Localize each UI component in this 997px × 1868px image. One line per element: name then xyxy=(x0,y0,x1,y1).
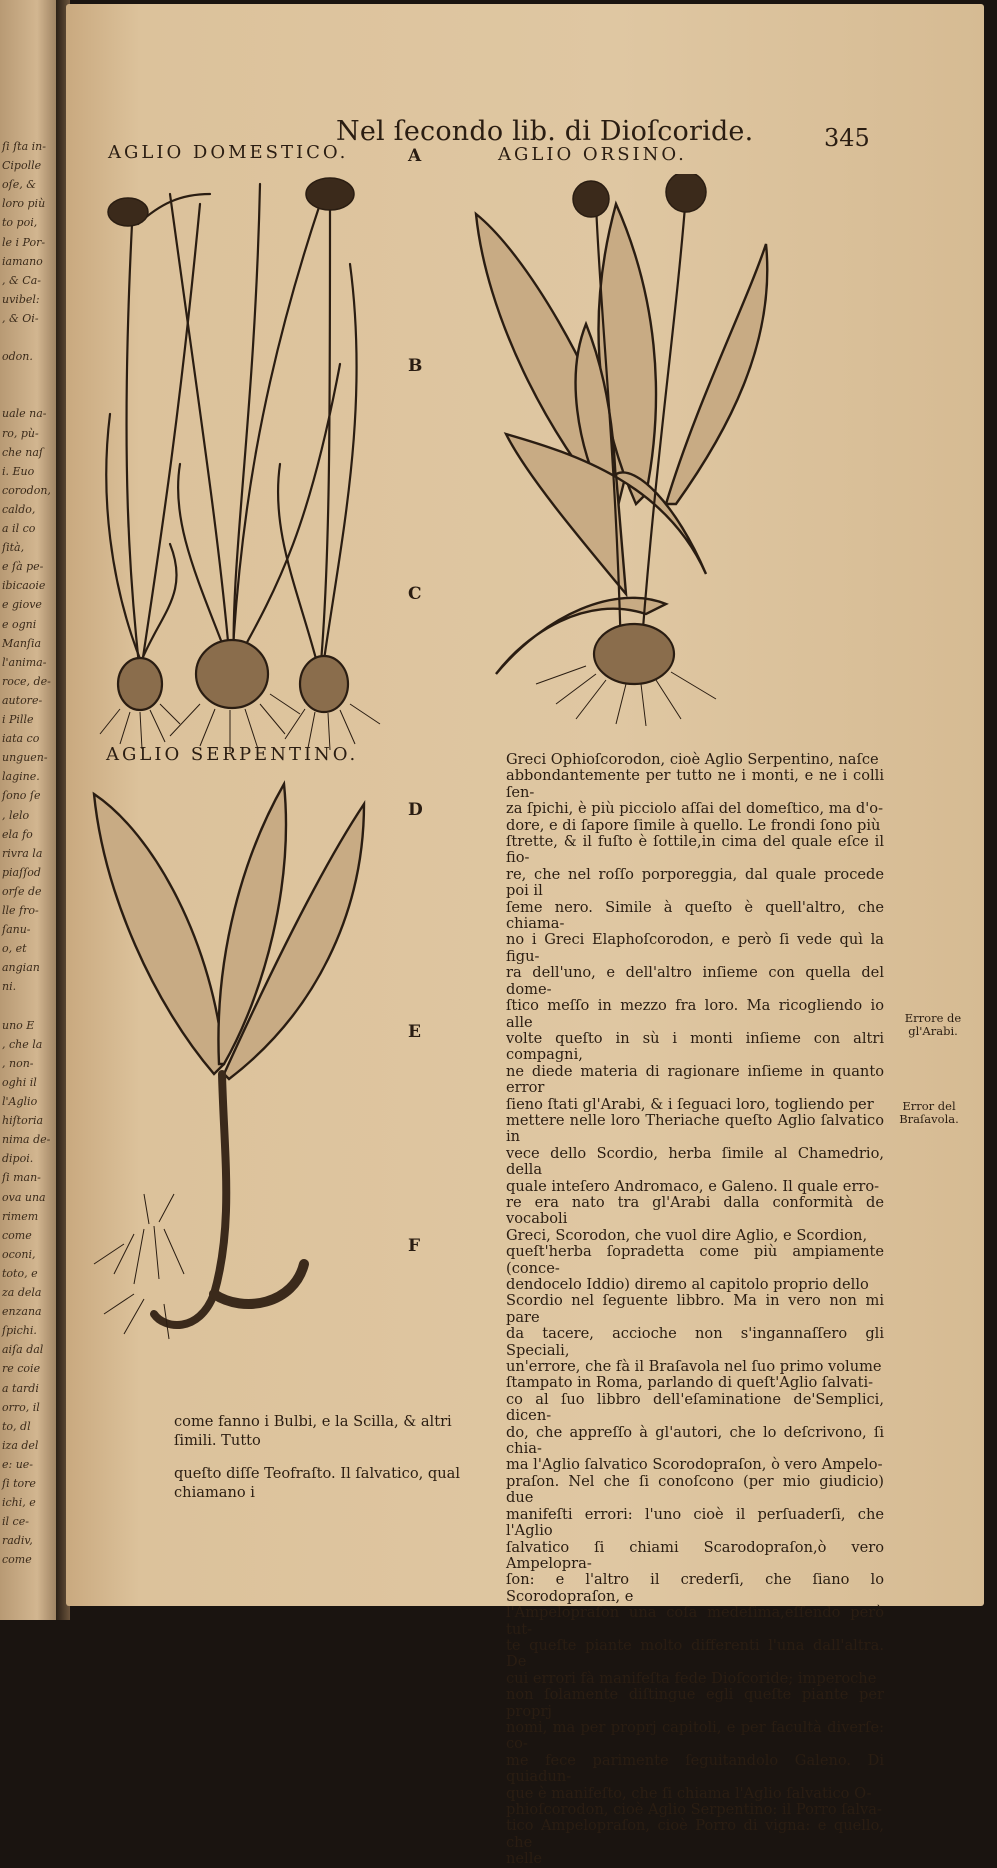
left-page-fragment: e ogni xyxy=(2,617,37,631)
left-page-fragment: enzana xyxy=(2,1305,42,1319)
left-page-fragment: , lelo xyxy=(2,808,30,822)
left-page-fragment: orro, il xyxy=(2,1400,40,1414)
left-page-fragment: e giove xyxy=(2,598,42,612)
orsino-base xyxy=(536,624,716,726)
left-page-fragment: , & Ca- xyxy=(2,273,41,287)
left-page-fragment: , che la xyxy=(2,1037,43,1051)
orsino-flower-umbels xyxy=(573,174,706,217)
domestico-flower-heads xyxy=(108,178,354,226)
left-page-fragment: oſe, & xyxy=(2,178,36,192)
body-line: ne diede materia di ragionare inſieme in quanto error xyxy=(506,1062,884,1097)
running-head: Nel ſecondo lib. di Dioſcoride. xyxy=(336,116,754,147)
left-page-fragment: oghi il xyxy=(2,1075,37,1089)
left-page-fragment: e: ue- xyxy=(2,1457,34,1471)
woodcut-aglio-serpentino xyxy=(74,774,404,1344)
domestico-stems xyxy=(106,184,356,674)
sidenote-errore-brasavola xyxy=(884,1100,974,1126)
left-page-fragment: e ſà pe- xyxy=(2,560,44,574)
left-page-fragment: iata co xyxy=(2,732,40,746)
body-line: abbondantemente per tutto ne i monti, e ne i colli ſen- xyxy=(506,767,884,801)
left-page-fragment: ichi, e xyxy=(2,1496,36,1510)
left-page-fragment: Cipolle xyxy=(2,159,42,173)
left-page-fragment: uale na- xyxy=(2,407,47,421)
sidenote-line: Braſavola. xyxy=(899,1112,959,1126)
caption-aglio-serpentino: AGLIO SERPENTINO. xyxy=(106,744,359,765)
body-line: ra dell'uno, e dell'altro inſieme con quella del dome- xyxy=(506,964,884,998)
body-line: da tacere, accioche non s'ingannaſſero gli Speciali, xyxy=(506,1325,884,1359)
bottom-line: queſto diſſe Teofraſto. Il ſalvatico, qual chiamano i xyxy=(174,1465,460,1502)
left-page-fragment: ſi man- xyxy=(2,1171,41,1185)
left-page-fragment: odon. xyxy=(2,350,33,364)
sidenote-errore-arabi xyxy=(888,1012,978,1038)
left-page-fragment: ſità, xyxy=(2,541,25,555)
left-page-fragment: loro più xyxy=(2,197,46,211)
bottom-text-column xyxy=(174,1397,494,1517)
left-page-fragment: il ce- xyxy=(2,1515,29,1529)
body-line: ſeme nero. Simile à queſto è quell'altro, che chiama- xyxy=(506,898,884,933)
serpentino-leaves xyxy=(94,784,364,1079)
marker-a: A xyxy=(408,146,422,166)
left-page-fragment: unguen- xyxy=(2,751,48,765)
serpentino-stem xyxy=(154,1074,304,1325)
left-page-fragment: ſanu- xyxy=(2,923,31,937)
body-line: quale inteſero Andromaco, e Galeno. Il quale erro- xyxy=(506,1177,880,1195)
book-page xyxy=(66,4,984,1868)
serpentino-roots xyxy=(94,1194,184,1339)
woodcut-aglio-orsino xyxy=(466,174,796,734)
left-page-fragment: ſi tore xyxy=(2,1477,36,1490)
body-line: ſtrette, & il fuſto è ſottile,in cima del quale eſce il fio- xyxy=(506,833,884,867)
caption-aglio-orsino: AGLIO ORSINO. xyxy=(498,144,687,165)
left-page-fragment: Manſia xyxy=(2,636,42,650)
left-page-fragment: orſe de xyxy=(2,884,42,898)
left-page-fragment: roce, de- xyxy=(2,674,51,688)
left-page-fragment: ni. xyxy=(2,980,17,994)
left-page-fragment: autore- xyxy=(2,693,43,707)
left-page-fragment: angian xyxy=(2,961,40,975)
body-line: Greci, Scorodon, che vuol dire Aglio, e Scordion, xyxy=(506,1226,868,1244)
body-line: non ſolamente diſtingue egli queſte piante per proprj xyxy=(506,1686,884,1720)
left-page-fragment: re coie xyxy=(2,1362,41,1376)
body-line: Scordio nel ſeguente libbro. Ma in vero non mi pare xyxy=(506,1292,884,1326)
left-page-fragment: uvibel: xyxy=(2,292,40,306)
left-page-fragment: l'anima- xyxy=(2,655,47,669)
body-line: dendocelo Iddio) diremo al capitolo proprio dello xyxy=(506,1276,869,1293)
body-line: za ſpichi, è più picciolo aſſai del domeſtico, ma d'o- xyxy=(506,800,884,818)
left-page-fragment: , non- xyxy=(2,1056,34,1070)
body-line: mettere nelle loro Theriache queſto Aglio ſalvatico in xyxy=(506,1111,884,1146)
orsino-leaves xyxy=(476,204,767,674)
left-page-fragment: ela fo xyxy=(2,827,33,841)
body-line: ſtico meſſo in mezzo fra loro. Ma ricogliendo io alle xyxy=(506,997,884,1031)
sidenote-line: gl'Arabi. xyxy=(908,1024,958,1038)
left-page-fragment: o, et xyxy=(2,942,27,956)
left-page-fragment: aiſa dal xyxy=(2,1343,44,1357)
body-line: vece dello Scordio, herba ſimile al Chamedrio, della xyxy=(506,1144,884,1179)
left-page-fragment: caldo, xyxy=(2,502,36,516)
left-page-fragment: toto, e xyxy=(2,1266,38,1280)
left-page-fragment: za dela xyxy=(2,1286,42,1299)
body-line: l'Ampelopraſon una coſa medeſima,eſſendo però tut- xyxy=(506,1604,884,1638)
left-page-fragment: to poi, xyxy=(2,216,38,230)
left-page-fragment: oconi, xyxy=(2,1247,36,1261)
body-line: un'errore, che fà il Braſavola nel ſuo primo volume xyxy=(506,1358,882,1376)
body-line: ſieno ſtati gl'Arabi, & i ſeguaci loro, togliendo per xyxy=(506,1095,874,1113)
left-page-fragment: rivra la xyxy=(2,846,43,860)
left-page-fragment: ſi ſta in- xyxy=(2,140,46,153)
left-page-edge xyxy=(0,0,62,1620)
left-page-fragment: l'Aglio xyxy=(2,1095,38,1108)
left-page-fragment: che naſ xyxy=(2,445,43,459)
bottom-line: come fanno i Bulbi, e la Scilla, & altri ſimili. Tutto xyxy=(174,1412,452,1449)
left-page-fragment: iamano xyxy=(2,254,43,268)
body-line: me fece parimente ſeguitandolo Galeno. Di quiadun- xyxy=(506,1751,884,1786)
left-page-fragment: ova una xyxy=(2,1190,46,1204)
left-page-fragment: dipoi. xyxy=(2,1152,34,1166)
body-line: no i Greci Elaphoſcorodon, e però ſi vede quì la figu- xyxy=(506,931,884,965)
body-line: phioſcorodon, cioè Aglio Serpentino: il Porro ſalva- xyxy=(506,1801,882,1818)
body-line: praſon. Nel che ſi conoſcono (per mio giudicio) due xyxy=(506,1472,884,1507)
left-page-fragment: corodon, xyxy=(2,483,51,497)
body-line: dore, e di ſapore ſimile à quello. Le frondi ſono più xyxy=(506,816,881,834)
body-line: te queſte piante molto differenti l'una dall'altra. De xyxy=(506,1636,884,1671)
body-line: nomi, ma per proprj capitoli, e per facultà diverſe: co- xyxy=(506,1718,884,1753)
body-line: re, che nel roſſo porporeggia, dal quale procede poi il xyxy=(506,865,884,900)
left-page-fragment: lagine. xyxy=(2,770,40,784)
sidenote-line: Error del xyxy=(902,1099,956,1113)
marker-d: D xyxy=(408,800,423,820)
left-page-fragment: iza del xyxy=(2,1438,39,1452)
left-page-fragment: ſpichi. xyxy=(2,1324,37,1338)
left-page-fragment: i Pille xyxy=(2,713,34,726)
body-line: ſtampato in Roma, parlando di queſt'Aglio ſalvati- xyxy=(506,1374,874,1392)
left-page-fragment: piaſſod xyxy=(2,865,41,879)
body-text-column xyxy=(506,752,884,1868)
body-line: volte queſto in sù i monti inſieme con altri compagni, xyxy=(506,1029,884,1064)
left-page-fragment: a tardi xyxy=(2,1381,39,1395)
left-page-fragment: a il co xyxy=(2,522,36,535)
body-line: co al ſuo libbro dell'eſaminatione de'Semplici, dicen- xyxy=(506,1390,884,1425)
left-page-fragment: to, dl xyxy=(2,1419,31,1433)
body-line: re era nato tra gl'Arabi dalla conformità de vocaboli xyxy=(506,1193,884,1228)
body-line: manifeſti errori: l'uno cioè il perſuaderſi, che l'Aglio xyxy=(506,1505,884,1540)
body-line: nelle xyxy=(506,1850,543,1868)
left-page-fragment: lle fro- xyxy=(2,904,39,917)
left-page-fragment: hiſtoria xyxy=(2,1114,44,1128)
left-page-fragment: , & Oi- xyxy=(2,311,39,325)
body-line: do, che appreſſo à gl'autori, che lo deſcrivono, ſi chia- xyxy=(506,1423,884,1458)
left-page-fragment: ſono ſe xyxy=(2,789,41,803)
marker-c: C xyxy=(408,584,422,604)
body-line: que è manifeſto, che ſi chiama l'Aglio ſalvatico O- xyxy=(506,1784,872,1802)
caption-aglio-domestico: AGLIO DOMESTICO. xyxy=(108,142,349,163)
marker-b: B xyxy=(408,356,423,376)
body-line: Greci Ophioſcorodon, cioè Aglio Serpentino, naſce xyxy=(506,751,879,768)
left-page-fragment: le i Por- xyxy=(2,235,46,249)
body-line: queſt'herba ſopradetta come più ampiamente (conce- xyxy=(506,1243,884,1277)
left-page-fragment: radiv, xyxy=(2,1534,33,1548)
body-line: tico Ampelopraſon, cioè Porro di vigna: e quello, che xyxy=(506,1817,884,1851)
body-line: ſalvatico ſi chiami Scarodopraſon,ò vero Ampelopra- xyxy=(506,1538,884,1572)
woodcut-aglio-domestico xyxy=(80,164,410,754)
left-page-fragment: ibicaoie xyxy=(2,579,46,593)
left-page-fragment: nima de- xyxy=(2,1133,51,1147)
left-page-fragment: rimem xyxy=(2,1209,39,1223)
left-page-fragment: come xyxy=(2,1228,32,1242)
body-line: cui errori fà manifeſta fede Dioſcoride; imperoche xyxy=(506,1669,877,1687)
body-line: ſon: e l'altro il crederſi, che ſiano lo Scorodopraſon, e xyxy=(506,1571,884,1605)
left-page-fragment: uno E xyxy=(2,1018,35,1032)
marker-f: F xyxy=(408,1236,421,1256)
left-page-fragment: ro, pù- xyxy=(2,426,39,440)
left-page-fragment: i. Euo xyxy=(2,464,35,478)
sidenote-line: Errore de xyxy=(904,1011,962,1025)
marker-e: E xyxy=(408,1022,421,1042)
page-number: 345 xyxy=(824,124,870,152)
body-line: ma l'Aglio ſalvatico Scorodopraſon, ò vero Ampelo- xyxy=(506,1456,883,1474)
left-page-fragment: come xyxy=(2,1553,32,1567)
